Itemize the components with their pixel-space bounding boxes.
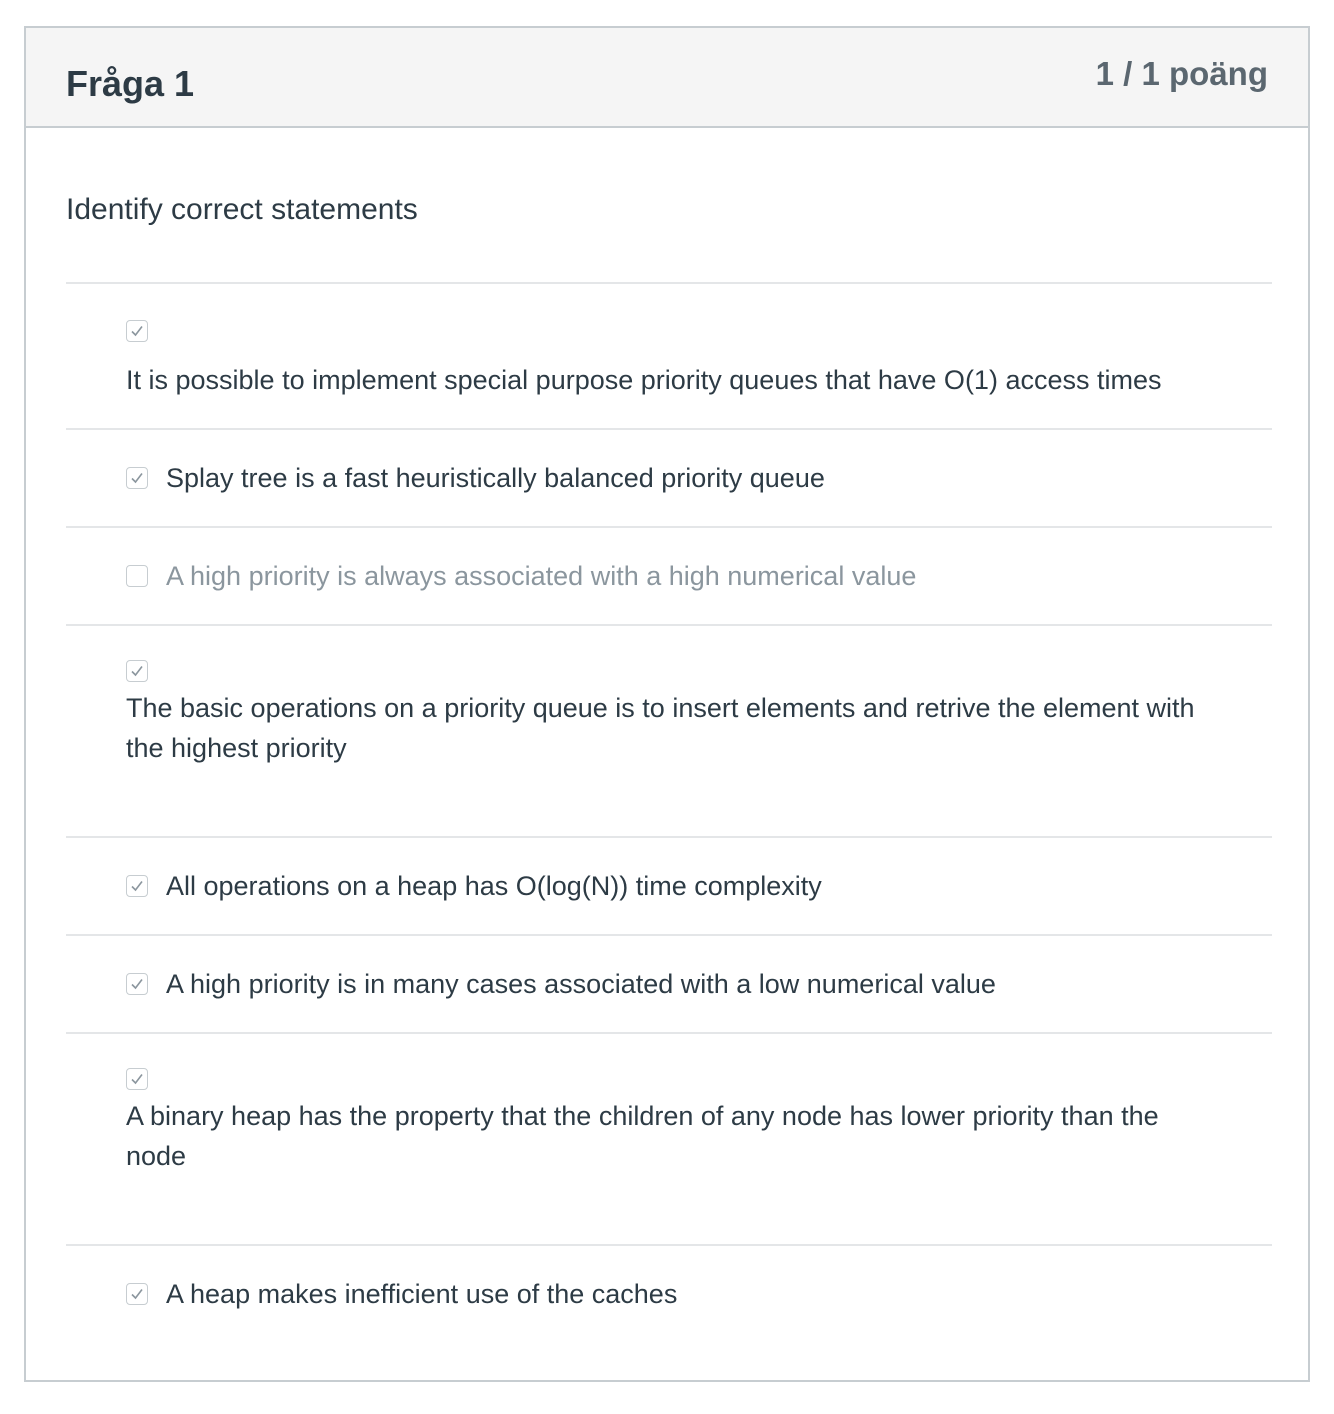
check-icon [130,879,144,893]
answer-checkbox[interactable] [126,320,148,342]
answer-label: A binary heap has the property that the children of any node has lower priority than the node [126,1101,1159,1171]
check-icon [130,977,144,991]
answer-label: A heap makes inefficient use of the caches [166,1279,678,1309]
answer-label: All operations on a heap has O(log(N)) time complexity [166,871,822,901]
answer-label: It is possible to implement special purpose priority queues that have O(1) access times [126,365,1162,395]
check-icon [130,1072,144,1086]
question-header [26,28,1308,128]
check-icon [130,324,144,338]
question-card [24,26,1310,1382]
answer-label: A high priority is in many cases associated with a low numerical value [166,969,996,999]
check-icon [130,1287,144,1301]
question-points: 1 / 1 poäng [1095,55,1268,92]
answer-option [66,624,1272,836]
answer-list [66,282,1272,1364]
answer-label: A high priority is always associated with a high numerical value [166,561,917,591]
answer-checkbox[interactable] [126,1283,148,1305]
answer-label: The basic operations on a priority queue is to insert elements and retrive the element with the highest priority [126,693,1195,763]
answer-label: Splay tree is a fast heuristically balanced priority queue [166,463,825,493]
question-title: Fråga 1 [66,63,195,104]
answer-checkbox[interactable] [126,467,148,489]
answer-option [66,836,1272,934]
answer-option [66,1244,1272,1364]
answer-checkbox[interactable] [126,973,148,995]
answer-checkbox[interactable] [126,1068,148,1090]
answer-checkbox[interactable] [126,660,148,682]
answer-option [66,934,1272,1032]
answer-checkbox[interactable] [126,565,148,587]
answer-option [66,1032,1272,1244]
answer-checkbox[interactable] [126,875,148,897]
answer-option [66,282,1272,428]
question-text: Identify correct statements [66,193,418,226]
answer-option [66,526,1272,624]
check-icon [130,664,144,678]
check-icon [130,471,144,485]
answer-option [66,428,1272,526]
